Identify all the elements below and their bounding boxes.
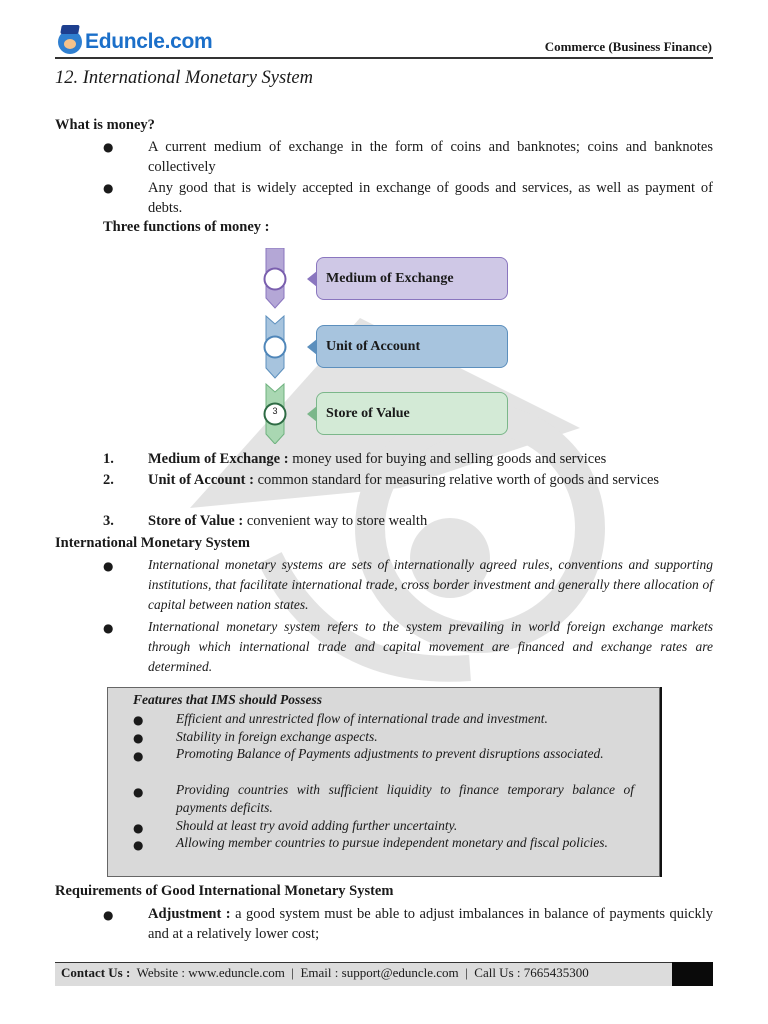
chapter-title: 12. International Monetary System — [55, 68, 313, 88]
header-subject: Commerce (Business Finance) — [544, 39, 712, 54]
requirement-item-adjustment: Adjustment : a good system must be able to adjust imbalances in balance of payments quickly and at a relatively lower cost; — [148, 906, 713, 942]
numbered-item-1: Medium of Exchange : money used for buying and selling goods and services — [148, 451, 607, 467]
list-number: 2. — [103, 472, 114, 488]
footer-contact — [61, 965, 589, 981]
bullet-icon: ● — [103, 621, 114, 635]
ims-bullet-1: International monetary systems are sets of internationally agreed rules, conventions and supporting institutions, that facilitate international trade, cross border investment and generally there allocation of capital between nation states. — [148, 557, 713, 612]
feature-item: Providing countries with sufficient liquidity to finance temporary balance of payments deficits. — [176, 782, 634, 815]
function-box-medium-of-exchange — [316, 257, 508, 300]
bullet-icon: ● — [103, 559, 114, 573]
numbered-item-3: Store of Value : convenient way to store wealth — [148, 513, 428, 529]
mascot-icon — [58, 30, 82, 54]
features-title: Features that IMS should Possess — [133, 692, 323, 707]
header-divider — [55, 57, 713, 59]
feature-item: Promoting Balance of Payments adjustments to prevent disruptions associated. — [176, 746, 604, 761]
function-box-unit-of-account — [316, 325, 508, 368]
contact-label: Contact Us : — [61, 965, 131, 980]
feature-item: Efficient and unrestricted flow of international trade and investment. — [176, 711, 548, 726]
bullet-icon: ● — [133, 838, 144, 852]
contact-details[interactable]: Website : www.eduncle.com | Email : support@eduncle.com | Call Us : 7665435300 — [130, 965, 589, 980]
list-number: 3. — [103, 513, 114, 529]
what-is-money-heading: What is money? — [55, 117, 155, 133]
function-label: Unit of Account — [326, 338, 421, 354]
feature-item: Should at least try avoid adding further uncertainty. — [176, 818, 458, 833]
bullet-icon: ● — [133, 731, 144, 745]
feature-item: Allowing member countries to pursue independent monetary and fiscal policies. — [176, 835, 608, 850]
function-box-store-of-value — [316, 392, 508, 435]
bullet-icon: ● — [133, 749, 144, 763]
function-label: Store of Value — [326, 405, 410, 421]
bullet-icon: ● — [133, 713, 144, 727]
footer-accent — [672, 962, 713, 986]
bullet-icon: ● — [103, 908, 114, 922]
logo-text: Eduncle.com — [85, 30, 213, 53]
bullet-icon: ● — [133, 785, 144, 799]
step-number: 3 — [272, 406, 278, 416]
feature-item: Stability in foreign exchange aspects. — [176, 729, 378, 744]
eduncle-logo[interactable] — [58, 27, 212, 57]
function-label: Medium of Exchange — [326, 270, 454, 286]
ims-heading: International Monetary System — [55, 535, 250, 551]
three-functions-heading: Three functions of money : — [103, 219, 270, 235]
list-number: 1. — [103, 451, 114, 467]
bullet-icon: ● — [103, 140, 114, 154]
bullet-icon: ● — [133, 821, 144, 835]
ims-bullet-2: International monetary system refers to the system prevailing in world foreign exchange markets through which international trade and capital movement are financed and exchange rates are determined. — [148, 619, 713, 674]
money-bullet-1: A current medium of exchange in the form of coins and banknotes; coins and banknotes collectively — [148, 139, 713, 175]
requirements-heading: Requirements of Good International Monetary System — [55, 883, 394, 899]
numbered-item-2: Unit of Account : common standard for measuring relative worth of goods and services — [148, 472, 660, 488]
money-bullet-2: Any good that is widely accepted in exchange of goods and services, as well as payment of debts. — [148, 180, 713, 216]
bullet-icon: ● — [103, 181, 114, 195]
